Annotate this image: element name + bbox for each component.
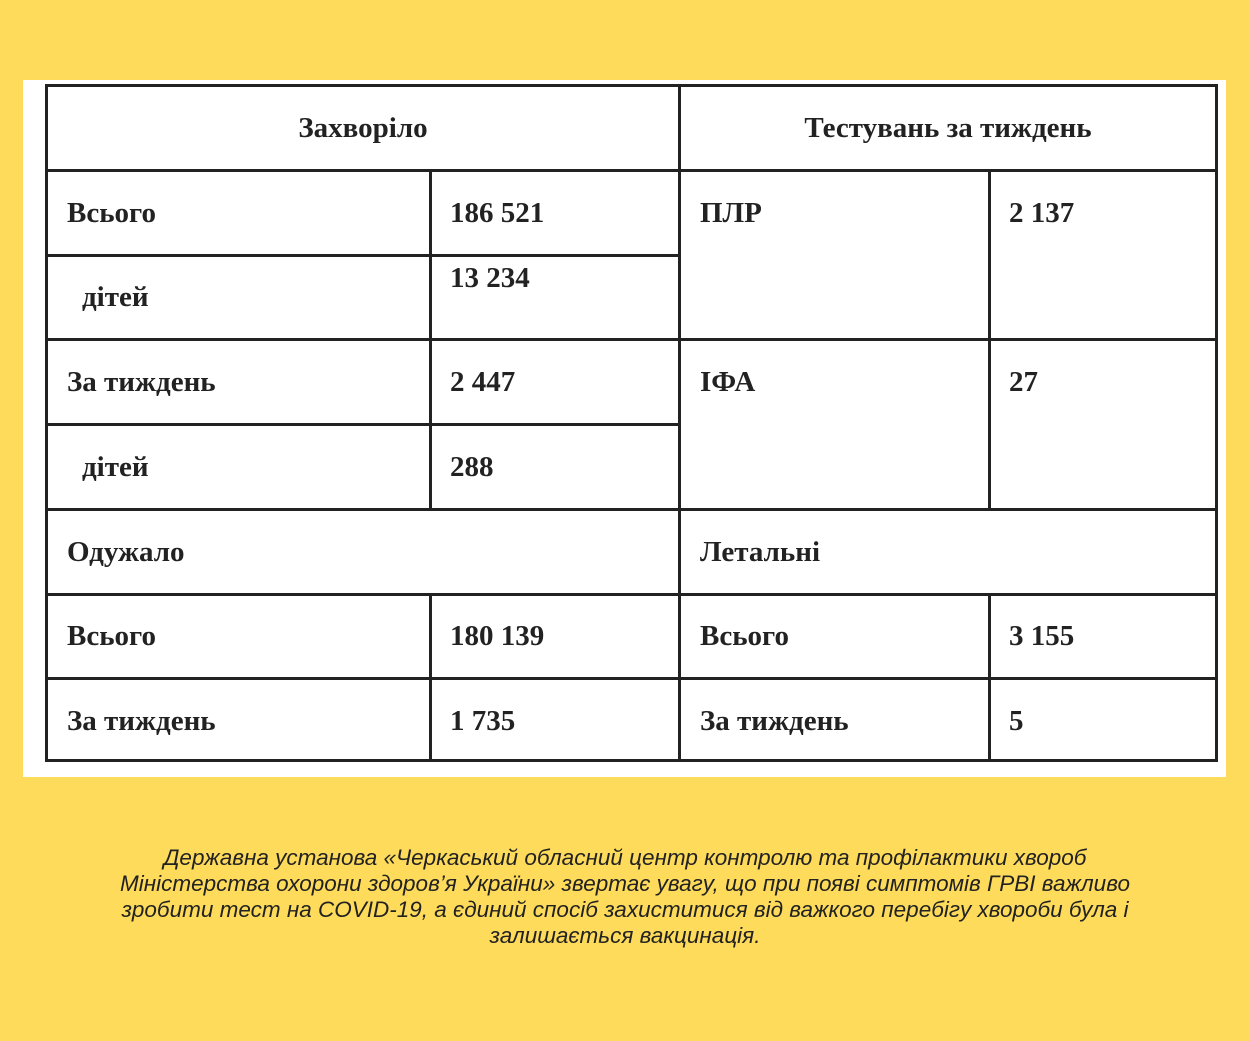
pcr-label: ПЛР (700, 197, 762, 229)
notice-line: залишається вакцинація. (489, 923, 761, 948)
column-divider (429, 169, 432, 508)
column-divider (988, 593, 991, 759)
deaths-week-value: 5 (1009, 705, 1024, 737)
tests-header: Тестувань за тиждень (804, 111, 1092, 144)
recovered-total-value: 180 139 (450, 620, 545, 652)
statistics-table (45, 84, 1218, 762)
sick-week-children-label: дітей (82, 451, 149, 483)
row-divider (48, 423, 679, 426)
notice-text (20, 845, 1230, 949)
notice-line: Державна установа «Черкаський обласний центр контролю та профілактики хвороб (163, 845, 1087, 870)
row-divider (48, 254, 679, 257)
row-divider (48, 593, 1215, 596)
deaths-total-value: 3 155 (1009, 620, 1075, 652)
sick-header: Захворіло (298, 111, 428, 144)
notice-line: зробити тест на COVID-19, а єдиний спосіб захиститися від важкого перебігу хвороби була і (121, 897, 1129, 922)
row-divider (48, 677, 1215, 680)
recovered-header: Одужало (67, 536, 185, 568)
ifa-value: 27 (1009, 366, 1038, 398)
sick-week-label: За тиждень (67, 366, 216, 398)
deaths-header: Летальні (700, 536, 821, 568)
sick-week-value: 2 447 (450, 366, 516, 398)
column-divider (678, 87, 681, 759)
deaths-total-label: Всього (700, 620, 789, 652)
column-divider (429, 593, 432, 759)
sick-week-children-value: 288 (450, 451, 494, 483)
row-divider (48, 169, 1215, 172)
column-divider (988, 169, 991, 508)
ifa-label: ІФА (700, 366, 756, 398)
sick-children-value: 13 234 (450, 262, 530, 294)
notice-line: Міністерства охорони здоров’я України» звертає увагу, що при появі симптомів ГРВІ важливо (120, 871, 1130, 896)
deaths-week-label: За тиждень (700, 705, 849, 737)
recovered-total-label: Всього (67, 620, 156, 652)
sick-total-value: 186 521 (450, 197, 545, 229)
recovered-week-value: 1 735 (450, 705, 516, 737)
sick-children-label: дітей (82, 281, 149, 313)
pcr-value: 2 137 (1009, 197, 1075, 229)
row-divider (48, 338, 1215, 341)
recovered-week-label: За тиждень (67, 705, 216, 737)
row-divider (48, 508, 1215, 511)
sick-total-label: Всього (67, 197, 156, 229)
